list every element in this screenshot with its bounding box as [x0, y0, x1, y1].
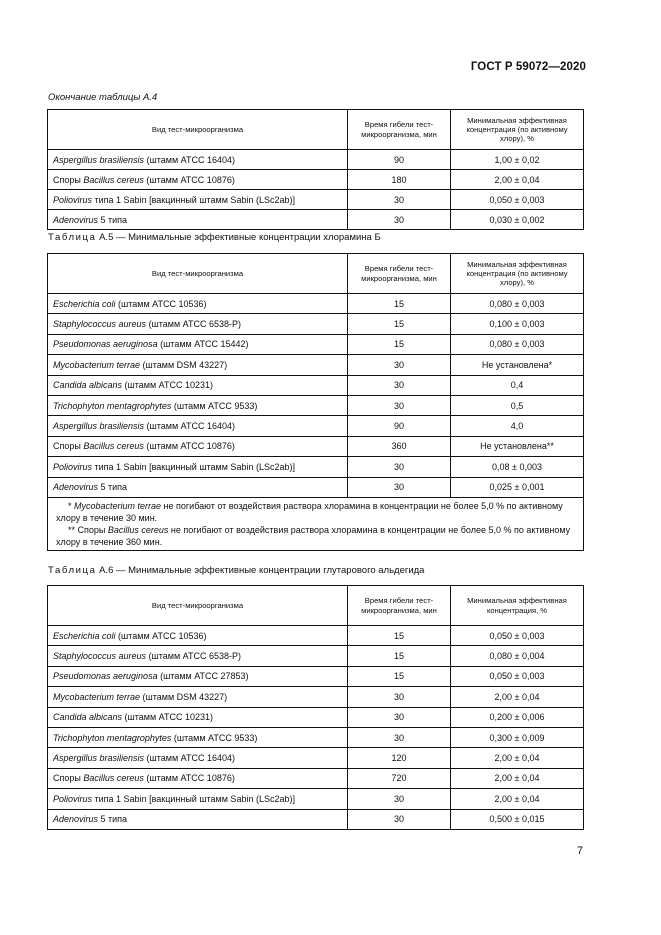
cell-concentration: 0,050 ± 0,003: [451, 666, 584, 686]
header-time: Время гибели тест-микроорганизма, мин: [348, 254, 451, 294]
header-organism: Вид тест-микроорганизма: [48, 586, 348, 626]
table-row: [48, 210, 584, 230]
table-row: [48, 150, 584, 170]
header-concentration: Минимальная эффективная концентрация (по активному хлору), %: [451, 254, 584, 294]
table-row: [48, 477, 584, 497]
header-concentration: Минимальная эффективная концентрация (по активному хлору), %: [451, 110, 584, 150]
table-row: [48, 355, 584, 375]
cell-concentration: 2,00 ± 0,04: [451, 687, 584, 707]
cell-organism: Споры Bacillus cereus (штамм АТСС 10876): [48, 768, 348, 788]
caption-number: А.5: [99, 232, 114, 243]
page-number: 7: [576, 845, 583, 857]
cell-organism: Poliovirus типа 1 Sabin [вакцинный штамм Sabin (LSc2ab)]: [48, 190, 348, 210]
cell-concentration: 0,300 ± 0,009: [451, 727, 584, 747]
cell-time: 90: [348, 416, 451, 436]
cell-time: 30: [348, 375, 451, 395]
table-row: [48, 768, 584, 788]
caption-label: Таблица: [48, 232, 97, 243]
cell-time: 15: [348, 626, 451, 646]
note-1: * Mycobacterium terrae не погибают от воздействия раствора хлорамина в концентрации не более 5,0 % по активному хлору в течение 30 мин.: [56, 500, 563, 523]
cell-organism: Aspergillus brasiliensis (штамм АТСС 16404): [48, 150, 348, 170]
table-notes: [48, 497, 584, 550]
cell-concentration: 1,00 ± 0,02: [451, 150, 584, 170]
cell-organism: Adenovirus 5 типа: [48, 809, 348, 829]
cell-time: 30: [348, 809, 451, 829]
cell-time: 720: [348, 768, 451, 788]
table-a4-caption: Окончание таблицы А.4: [48, 92, 158, 103]
cell-concentration: 0,5: [451, 395, 584, 415]
table-row: [48, 707, 584, 727]
cell-concentration: 2,00 ± 0,04: [451, 748, 584, 768]
cell-organism: Pseudomonas aeruginosa (штамм АТСС 27853): [48, 666, 348, 686]
caption-number: А.6: [99, 565, 114, 576]
table-header-row: [48, 254, 584, 294]
cell-organism: Escherichia coli (штамм АТСС 10536): [48, 294, 348, 314]
cell-time: 30: [348, 395, 451, 415]
cell-organism: Pseudomonas aeruginosa (штамм АТСС 15442): [48, 334, 348, 354]
cell-organism: Poliovirus типа 1 Sabin [вакцинный штамм Sabin (LSc2ab)]: [48, 457, 348, 477]
note-2: ** Споры Bacillus cereus не погибают от воздействия раствора хлорамина в концентрации не более 5,0 % по активному хлору в течение 360 мин.: [56, 524, 571, 547]
cell-organism: Staphylococcus aureus (штамм АТСС 6538-Р): [48, 646, 348, 666]
table-row: [48, 666, 584, 686]
cell-concentration: Не установлена*: [451, 355, 584, 375]
cell-time: 360: [348, 436, 451, 456]
caption-text: — Минимальные эффективные концентрации глутарового альдегида: [116, 565, 425, 576]
cell-concentration: 0,200 ± 0,006: [451, 707, 584, 727]
header-organism: Вид тест-микроорганизма: [48, 254, 348, 294]
cell-time: 15: [348, 666, 451, 686]
table-row: [48, 314, 584, 334]
table-header-row: [48, 110, 584, 150]
cell-organism: Trichophyton mentagrophytes (штамм АТСС 9533): [48, 727, 348, 747]
cell-organism: Mycobacterium terrae (штамм DSM 43227): [48, 687, 348, 707]
header-concentration: Минимальная эффективная концентрация, %: [451, 586, 584, 626]
cell-concentration: 0,4: [451, 375, 584, 395]
cell-concentration: 0,080 ± 0,003: [451, 294, 584, 314]
table-row: [48, 789, 584, 809]
table-row: [48, 190, 584, 210]
cell-concentration: 4,0: [451, 416, 584, 436]
table-row: [48, 727, 584, 747]
cell-concentration: 2,00 ± 0,04: [451, 789, 584, 809]
table-row: [48, 395, 584, 415]
table-row: [48, 294, 584, 314]
table-row: [48, 334, 584, 354]
cell-organism: Adenovirus 5 типа: [48, 210, 348, 230]
header-time: Время гибели тест-микроорганизма, мин: [348, 586, 451, 626]
table-row: [48, 375, 584, 395]
cell-time: 30: [348, 210, 451, 230]
cell-organism: Mycobacterium terrae (штамм DSM 43227): [48, 355, 348, 375]
caption-text: — Минимальные эффективные концентрации хлорамина Б: [116, 232, 381, 243]
cell-organism: Candida albicans (штамм АТСС 10231): [48, 375, 348, 395]
table-a5: [47, 253, 584, 551]
cell-time: 120: [348, 748, 451, 768]
caption-label: Таблица: [48, 565, 97, 576]
cell-organism: Споры Bacillus cereus (штамм АТСС 10876): [48, 170, 348, 190]
cell-organism: Staphylococcus aureus (штамм АТСС 6538-Р): [48, 314, 348, 334]
cell-time: 30: [348, 190, 451, 210]
cell-concentration: 0,080 ± 0,003: [451, 334, 584, 354]
cell-time: 90: [348, 150, 451, 170]
table-a6-caption: [48, 565, 424, 576]
cell-concentration: 0,100 ± 0,003: [451, 314, 584, 334]
table-a4-end: [47, 109, 584, 230]
table-row: [48, 457, 584, 477]
cell-organism: Trichophyton mentagrophytes (штамм АТСС 9533): [48, 395, 348, 415]
cell-concentration: 0,025 ± 0,001: [451, 477, 584, 497]
cell-organism: Споры Bacillus cereus (штамм АТСС 10876): [48, 436, 348, 456]
cell-concentration: 0,050 ± 0,003: [451, 190, 584, 210]
cell-time: 30: [348, 477, 451, 497]
cell-time: 15: [348, 294, 451, 314]
table-row: [48, 436, 584, 456]
cell-time: 15: [348, 646, 451, 666]
table-row: [48, 170, 584, 190]
cell-concentration: 0,500 ± 0,015: [451, 809, 584, 829]
table-row: [48, 416, 584, 436]
cell-concentration: 0,030 ± 0,002: [451, 210, 584, 230]
cell-organism: Escherichia coli (штамм АТСС 10536): [48, 626, 348, 646]
cell-organism: Poliovirus типа 1 Sabin [вакцинный штамм Sabin (LSc2ab)]: [48, 789, 348, 809]
header-organism: Вид тест-микроорганизма: [48, 110, 348, 150]
table-a5-caption: [48, 232, 381, 243]
cell-time: 30: [348, 727, 451, 747]
table-notes-row: [48, 497, 584, 550]
table-row: [48, 687, 584, 707]
cell-time: 15: [348, 314, 451, 334]
table-header-row: [48, 586, 584, 626]
cell-organism: Aspergillus brasiliensis (штамм АТСС 16404): [48, 416, 348, 436]
cell-concentration: 0,050 ± 0,003: [451, 626, 584, 646]
cell-time: 30: [348, 355, 451, 375]
cell-concentration: Не установлена**: [451, 436, 584, 456]
cell-organism: Adenovirus 5 типа: [48, 477, 348, 497]
cell-concentration: 2,00 ± 0,04: [451, 768, 584, 788]
table-row: [48, 748, 584, 768]
cell-time: 15: [348, 334, 451, 354]
document-code: ГОСТ Р 59072—2020: [470, 61, 586, 73]
cell-organism: Aspergillus brasiliensis (штамм АТСС 16404): [48, 748, 348, 768]
cell-time: 180: [348, 170, 451, 190]
cell-concentration: 2,00 ± 0,04: [451, 170, 584, 190]
header-time: Время гибели тест-микроорганизма, мин: [348, 110, 451, 150]
table-row: [48, 646, 584, 666]
cell-time: 30: [348, 707, 451, 727]
cell-time: 30: [348, 687, 451, 707]
cell-time: 30: [348, 789, 451, 809]
cell-concentration: 0,08 ± 0,003: [451, 457, 584, 477]
table-row: [48, 626, 584, 646]
table-row: [48, 809, 584, 829]
cell-concentration: 0,080 ± 0,004: [451, 646, 584, 666]
cell-organism: Candida albicans (штамм АТСС 10231): [48, 707, 348, 727]
table-a6: [47, 585, 584, 830]
cell-time: 30: [348, 457, 451, 477]
